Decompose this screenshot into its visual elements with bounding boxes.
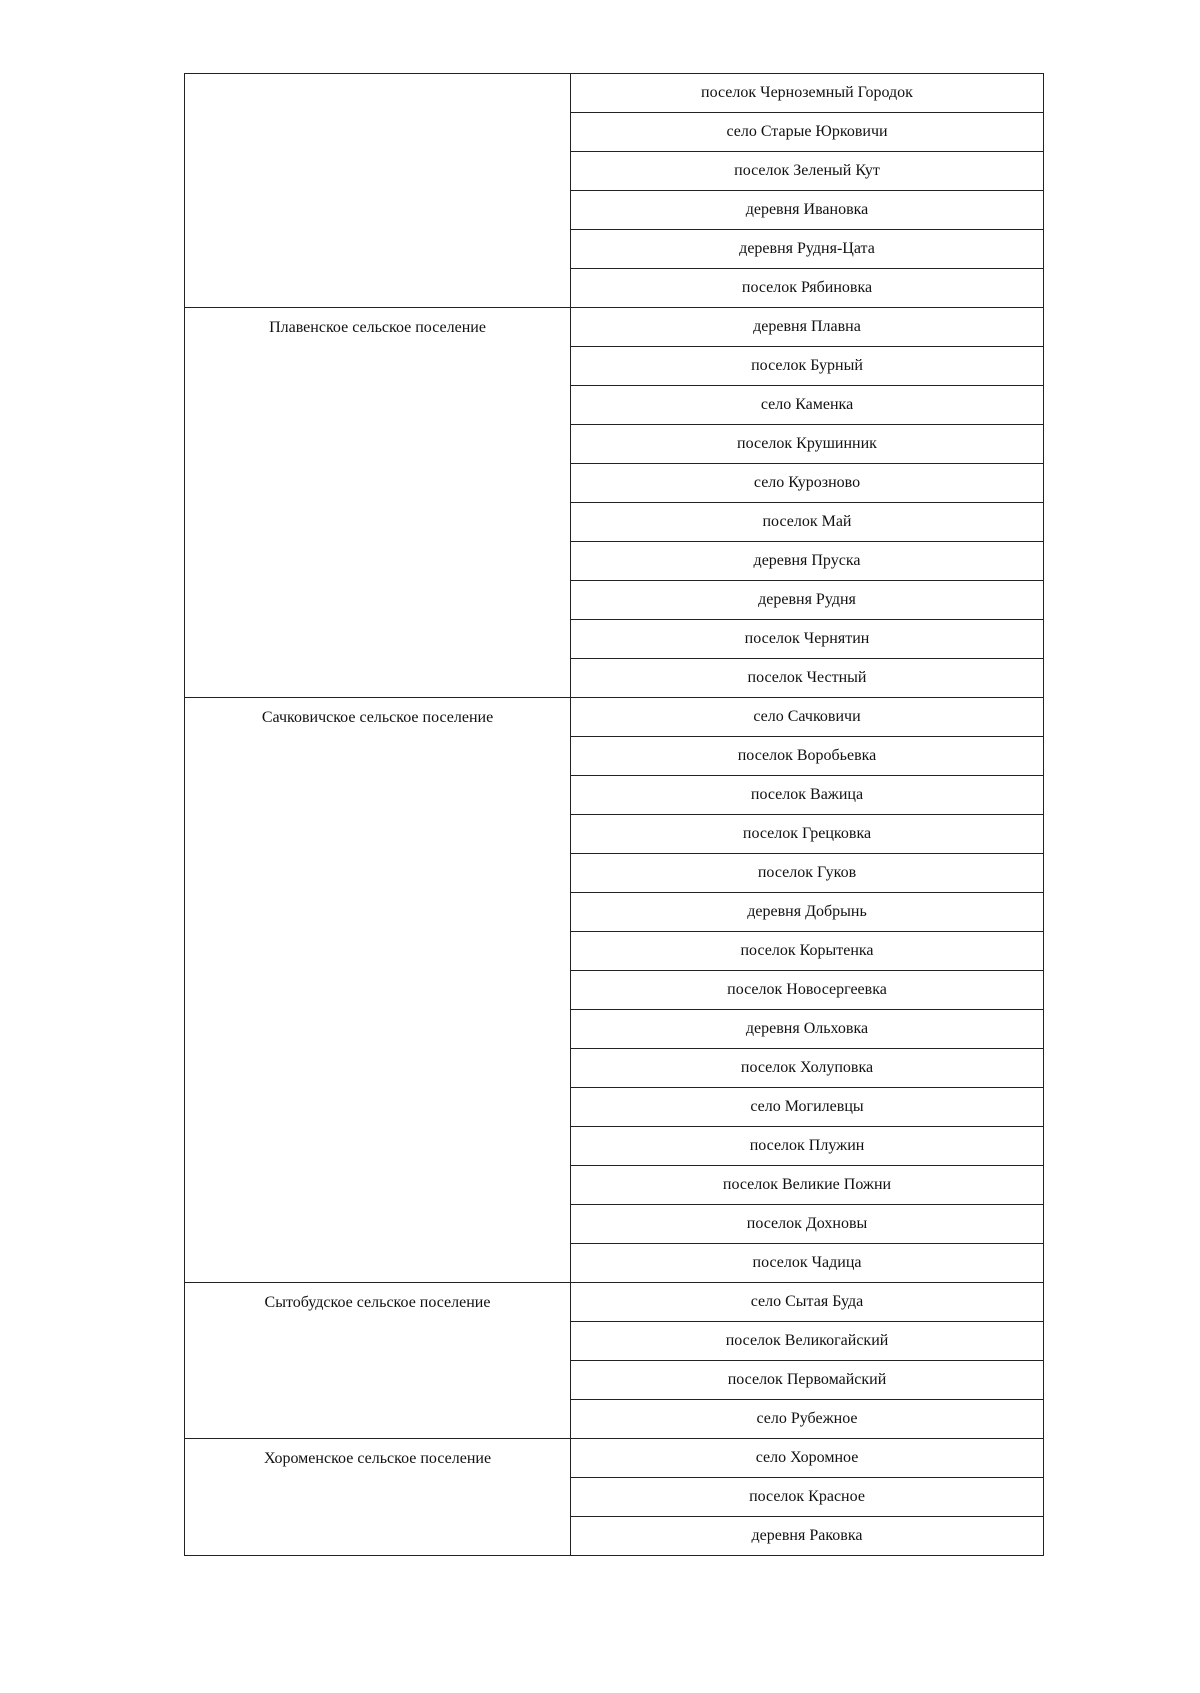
- locality-cell: поселок Зеленый Кут: [571, 152, 1044, 191]
- locality-cell: поселок Крушинник: [571, 425, 1044, 464]
- settlement-name-cell: Сытобудское сельское поселение: [185, 1283, 571, 1439]
- table-row: [185, 1283, 1044, 1322]
- locality-cell: поселок Первомайский: [571, 1361, 1044, 1400]
- locality-cell: поселок Честный: [571, 659, 1044, 698]
- locality-cell: поселок Воробьевка: [571, 737, 1044, 776]
- locality-cell: поселок Чадица: [571, 1244, 1044, 1283]
- locality-cell: село Сытая Буда: [571, 1283, 1044, 1322]
- locality-cell: поселок Рябиновка: [571, 269, 1044, 308]
- settlement-name-cell: [185, 74, 571, 308]
- locality-cell: поселок Корытенка: [571, 932, 1044, 971]
- settlement-name-cell: Сачковичское сельское поселение: [185, 698, 571, 1283]
- table-row: [185, 308, 1044, 347]
- table-row: [185, 74, 1044, 113]
- settlement-name-cell: Хороменское сельское поселение: [185, 1439, 571, 1556]
- table-body: [185, 74, 1044, 1556]
- locality-cell: поселок Гуков: [571, 854, 1044, 893]
- locality-cell: поселок Бурный: [571, 347, 1044, 386]
- locality-cell: село Курозново: [571, 464, 1044, 503]
- locality-cell: деревня Ольховка: [571, 1010, 1044, 1049]
- locality-cell: деревня Раковка: [571, 1517, 1044, 1556]
- table-row: [185, 1439, 1044, 1478]
- locality-cell: поселок Новосергеевка: [571, 971, 1044, 1010]
- locality-cell: поселок Красное: [571, 1478, 1044, 1517]
- locality-cell: деревня Рудня-Цата: [571, 230, 1044, 269]
- locality-cell: поселок Важица: [571, 776, 1044, 815]
- locality-cell: село Рубежное: [571, 1400, 1044, 1439]
- locality-cell: деревня Добрынь: [571, 893, 1044, 932]
- locality-cell: поселок Холуповка: [571, 1049, 1044, 1088]
- locality-cell: поселок Май: [571, 503, 1044, 542]
- locality-cell: поселок Черноземный Городок: [571, 74, 1044, 113]
- locality-cell: поселок Великие Пожни: [571, 1166, 1044, 1205]
- settlement-name-cell: Плавенское сельское поселение: [185, 308, 571, 698]
- locality-cell: село Старые Юрковичи: [571, 113, 1044, 152]
- locality-cell: село Каменка: [571, 386, 1044, 425]
- locality-cell: деревня Ивановка: [571, 191, 1044, 230]
- locality-cell: село Сачковичи: [571, 698, 1044, 737]
- locality-cell: село Хоромное: [571, 1439, 1044, 1478]
- locality-cell: поселок Великогайский: [571, 1322, 1044, 1361]
- table-row: [185, 698, 1044, 737]
- locality-cell: деревня Рудня: [571, 581, 1044, 620]
- locality-cell: поселок Грецковка: [571, 815, 1044, 854]
- locality-cell: поселок Дохновы: [571, 1205, 1044, 1244]
- locality-cell: поселок Чернятин: [571, 620, 1044, 659]
- locality-cell: деревня Плавна: [571, 308, 1044, 347]
- settlements-table: [184, 73, 1044, 1556]
- locality-cell: село Могилевцы: [571, 1088, 1044, 1127]
- locality-cell: поселок Плужин: [571, 1127, 1044, 1166]
- locality-cell: деревня Пруска: [571, 542, 1044, 581]
